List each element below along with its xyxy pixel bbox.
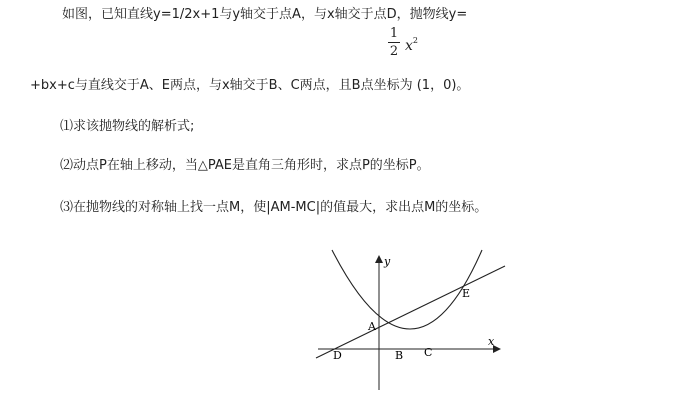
point-a-label: A bbox=[368, 320, 376, 333]
exponent: 2 bbox=[412, 36, 418, 45]
x-axis-label: x bbox=[488, 335, 495, 348]
fraction-numerator: 1 bbox=[389, 26, 399, 41]
y-axis-label: y bbox=[384, 255, 391, 268]
parabola-curve bbox=[332, 250, 482, 329]
question-1: ⑴求该抛物线的解析式; bbox=[60, 119, 195, 134]
point-c-label: C bbox=[424, 346, 433, 359]
problem-intro-line: 如图，已知直线y=1/2x+1与y轴交于点A，与x轴交于点D，抛物线y= bbox=[62, 7, 468, 22]
point-d-label: D bbox=[333, 349, 342, 362]
point-e-label: E bbox=[462, 287, 471, 300]
straight-line bbox=[316, 266, 505, 358]
question-2: ⑵动点P在轴上移动，当△PAE是直角三角形时，求点P的坐标P。 bbox=[60, 158, 430, 173]
question-3: ⑶在抛物线的对称轴上找一点M，使|AM-MC|的值最大，求出点M的坐标。 bbox=[60, 200, 488, 215]
fraction-denominator: 2 bbox=[389, 44, 399, 59]
x-variable: x bbox=[405, 38, 413, 54]
problem-continuation-line: +bx+c与直线交于A、E两点，与x轴交于B、C两点，且B点坐标为 (1，0)。 bbox=[30, 78, 470, 93]
point-b-label: B bbox=[395, 349, 404, 362]
